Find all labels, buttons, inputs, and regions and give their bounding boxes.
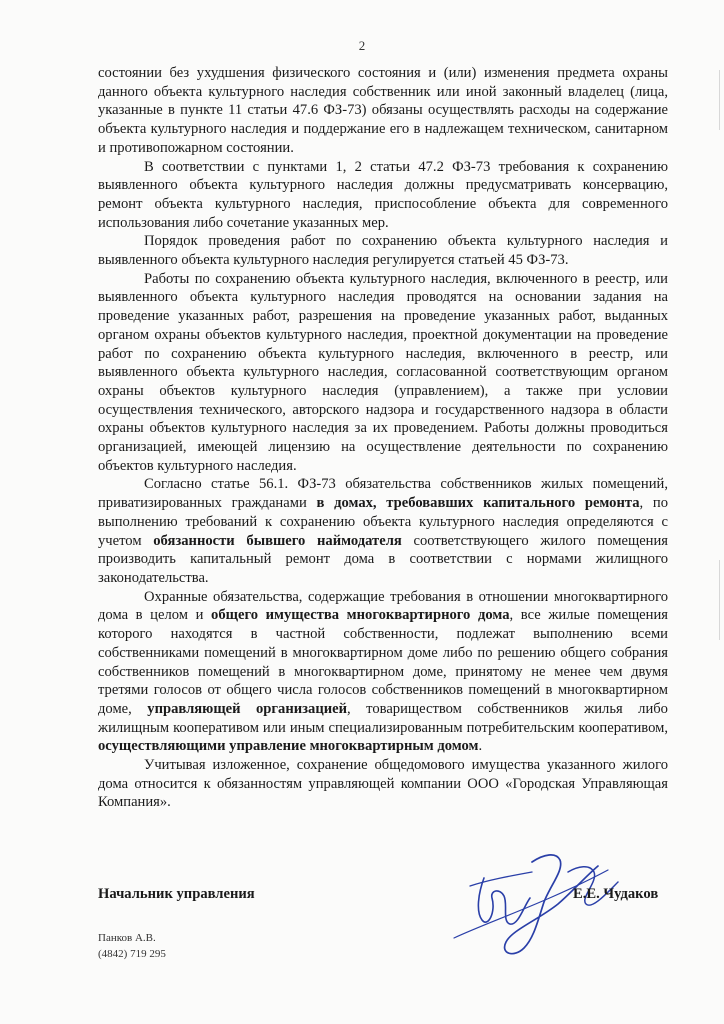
paragraph bbox=[98, 270, 668, 476]
paragraph-text: Учитывая изложенное, сохранение общедомового имущества указанного жилого дома относится к обязанностям управляющей компании ООО «Городская Управляющая Компания». bbox=[98, 757, 668, 811]
signatory-title: Начальник управления bbox=[98, 886, 255, 902]
paragraph-text: Согласно статье 56.1. ФЗ-73 обязательства собственников жилых помещений, приватизированных гражданами bbox=[98, 476, 668, 512]
paragraph bbox=[98, 158, 668, 233]
paragraph-text: соответствующего жилого помещения производить капитальный ремонт дома в соответствии с нормами жилищного законодательства. bbox=[98, 532, 668, 586]
signatory-name: Е.Е. Чудаков bbox=[573, 886, 659, 902]
paragraph bbox=[98, 64, 668, 158]
paragraph-text: В соответствии с пунктами 1, 2 статьи 47.2 ФЗ-73 требования к сохранению выявленного объекта культурного наследия должны предусматривать консервацию, ремонт объекта культурного наследия, приспособление объекта для современного использования либо сочетание указанных мер. bbox=[98, 158, 668, 231]
paragraph-text: Порядок проведения работ по сохранению объекта культурного наследия и выявленного объекта культурного наследия регулируется статьей 45 ФЗ-73. bbox=[98, 233, 668, 269]
paragraph-text: состоянии без ухудшения физического состояния и (или) изменения предмета охраны данного объекта культурного наследия собственник или иной законный владелец (лица, указанные в пункте 11 статьи 47.6 ФЗ-73) обязаны осуществлять расходы на содержание объекта культурного наследия и поддержание его в надлежащем техническом, санитарном и противопожарном состоянии. bbox=[98, 65, 668, 156]
page-number: 2 bbox=[358, 38, 366, 53]
bold-phrase: общего имущества многоквартирного дома bbox=[211, 607, 510, 624]
bold-phrase: осуществляющими управление многоквартирным домом bbox=[98, 738, 479, 755]
paragraph bbox=[98, 756, 668, 812]
paragraph-text: Охранные обязательства, содержащие требования в отношении многоквартирного дома в целом и bbox=[98, 588, 668, 624]
bold-phrase: обязанности бывшего наймодателя bbox=[153, 532, 402, 549]
paragraph-text: . bbox=[478, 738, 483, 755]
paragraph-text: , по выполнению требований к сохранению объекта культурного наследия определяются с учетом bbox=[98, 495, 669, 549]
paragraph bbox=[98, 232, 668, 269]
handwritten-signature bbox=[448, 842, 648, 972]
paragraph-text: , товариществом собственников жилья либо жилищным кооперативом или иным специализированным потребительским кооперативом, bbox=[98, 700, 668, 736]
letter-body bbox=[98, 64, 668, 812]
bold-phrase: управляющей организацией bbox=[147, 700, 348, 717]
paragraph-text: Работы по сохранению объекта культурного наследия, включенного в реестр, или выявленного объекта культурного наследия проводятся на основании задания на проведение указанных работ, разрешения на проведение указанных работ, выданных органом охраны объектов культурного наследия, проектной документации на проведение работ по сохранению объекта культурного наследия, включенного в реестр, или выявленного объекта культурного наследия, согласованной соответствующим органом охраны объектов культурного наследия (управлением), а также при условии осуществления технического, авторского надзора и государственного надзора в области охраны объектов культурного наследия за их проведением. Работы должны проводиться организацией, имеющей лицензию на осуществление деятельности по сохранению объектов культурного наследия. bbox=[98, 270, 668, 474]
bold-phrase: в домах, требовавших капитального ремонта bbox=[316, 495, 640, 512]
executor-phone: (4842) 719 295 bbox=[98, 948, 166, 960]
scan-edge-mark bbox=[719, 70, 720, 130]
paragraph bbox=[98, 588, 668, 756]
scan-edge-mark bbox=[719, 560, 720, 640]
paragraph bbox=[98, 475, 668, 587]
executor-name: Панков А.В. bbox=[98, 932, 156, 944]
paragraph-text: , все жилые помещения которого находятся в частной собственности, подлежат выполнению всеми собственниками помещений в многоквартирном доме либо по решению общего собрания собственников помещений в многоквартирном доме, принятому не менее чем двумя третями голосов от общего числа голосов собственников помещений в многоквартирном доме, bbox=[98, 607, 668, 717]
executor-contact bbox=[98, 930, 166, 962]
